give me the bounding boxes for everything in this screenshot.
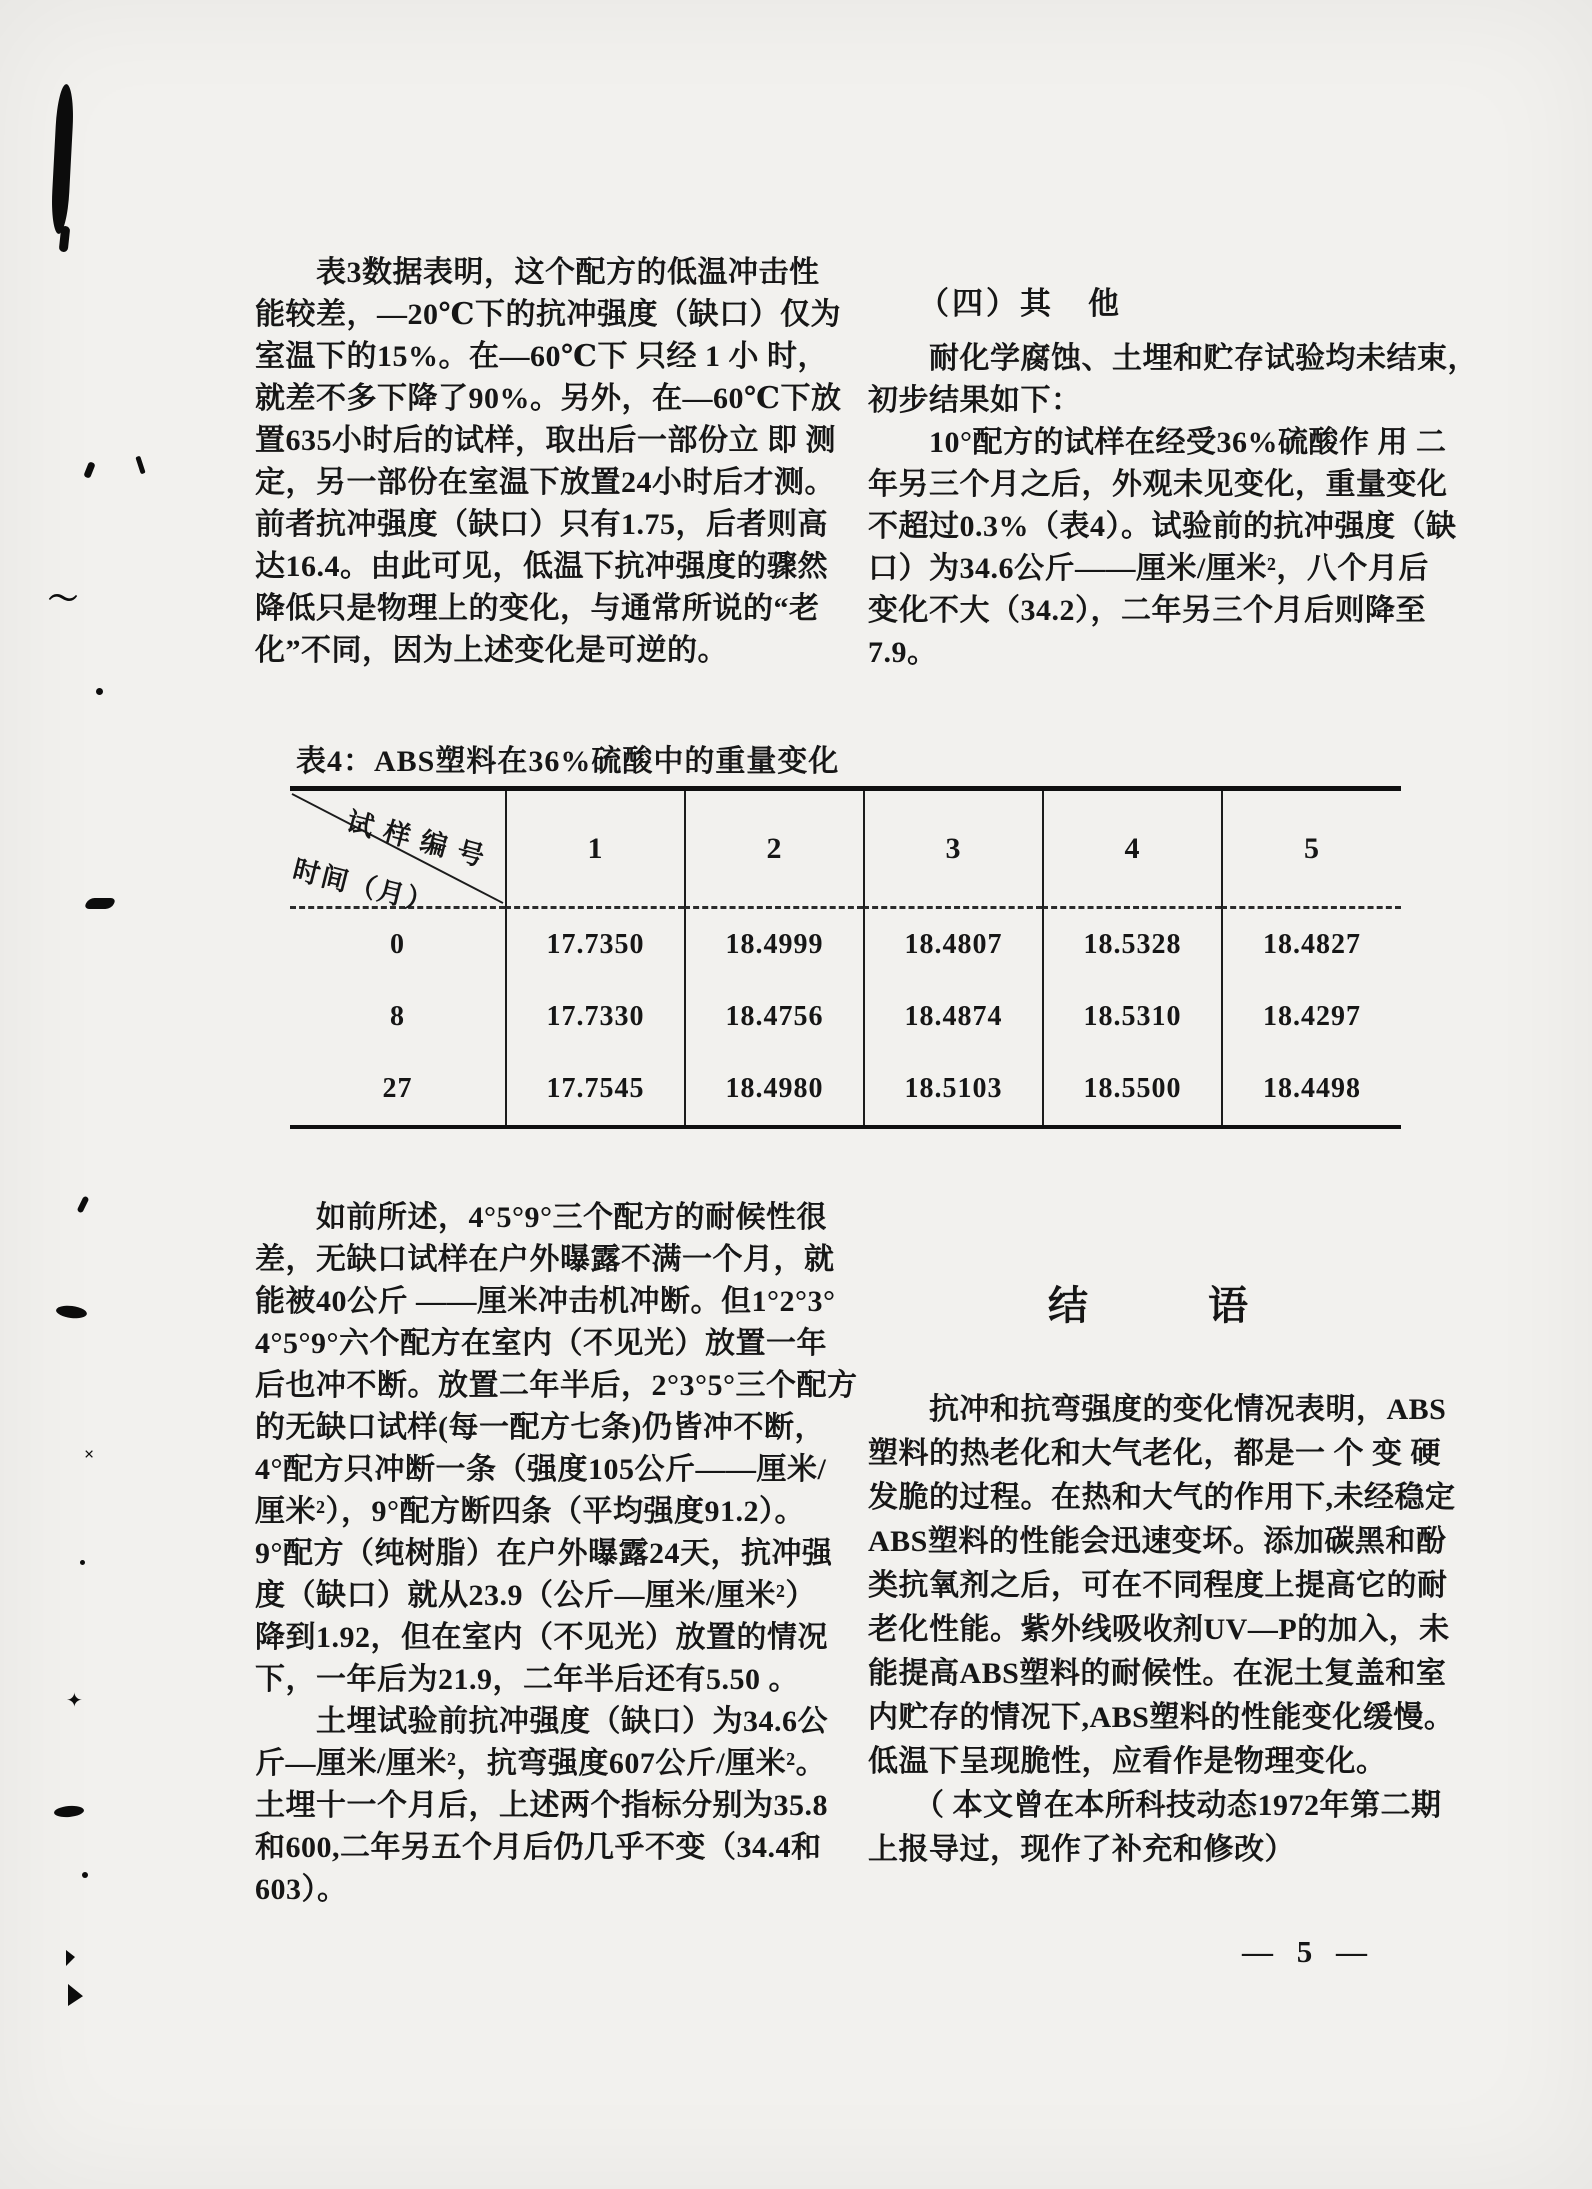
scan-artifact: 〜 — [48, 583, 78, 616]
text-line: 能被40公斤 ——厘米冲击机冲断。但1°2°3° — [255, 1285, 836, 1318]
scan-artifact — [68, 1984, 83, 2006]
table-column-header: 3 — [863, 791, 1042, 909]
paragraph-conclusion — [868, 1388, 1456, 1784]
page-number: — 5 — — [1242, 1934, 1375, 1969]
text-line: 603）。 — [255, 1873, 348, 1906]
text-line: 抗冲和抗弯强度的变化情况表明，ABS — [868, 1393, 1447, 1426]
table-cell-weight-value: 18.5328 — [1042, 909, 1221, 981]
table-cell-weight-value: 18.4498 — [1221, 1053, 1401, 1125]
text-line: 上报导过，现作了补充和修改） — [868, 1833, 1295, 1866]
table-column-header: 1 — [505, 791, 684, 909]
text-line: 化”不同，因为上述变化是可逆的。 — [255, 634, 728, 667]
text-line: 就差不多下降了90%。另外，在—60℃下放 — [255, 382, 842, 415]
text-line: 能较差，—20℃下的抗冲强度（缺口）仅为 — [255, 298, 841, 331]
text-line: 4°配方只冲断一条（强度105公斤——厘米/ — [255, 1453, 827, 1486]
table-cell-weight-value: 18.5500 — [1042, 1053, 1221, 1125]
text-line: 土埋十一个月后，上述两个指标分别为35.8 — [255, 1789, 828, 1822]
scan-artifact — [66, 1950, 75, 1966]
table-cell-weight-value: 18.4807 — [863, 909, 1042, 981]
scan-artifact — [135, 456, 145, 475]
text-line: 降低只是物理上的变化，与通常所说的“老 — [255, 592, 820, 625]
scan-artifact — [59, 226, 71, 253]
text-line: 定，另一部份在室温下放置24小时后才测。 — [255, 466, 835, 499]
table-cell-weight-value: 18.4874 — [863, 981, 1042, 1053]
table-cell-weight-value: 17.7545 — [505, 1053, 684, 1125]
text-line: 差，无缺口试样在户外曝露不满一个月，就 — [255, 1243, 835, 1276]
text-line: 塑料的热老化和大气老化，都是一 个 变 硬 — [868, 1437, 1441, 1470]
text-line: 口）为34.6公斤——厘米/厘米²，八个月后 — [868, 552, 1429, 585]
table-4-grid — [290, 791, 1401, 1125]
text-line: 老化性能。紫外线吸收剂UV—P的加入，未 — [868, 1613, 1450, 1646]
text-line: 前者抗冲强度（缺口）只有1.75，后者则高 — [255, 508, 828, 541]
conclusion-heading: 结 语 — [1048, 1283, 1248, 1328]
text-line: 低温下呈现脆性，应看作是物理变化。 — [868, 1745, 1387, 1778]
text-line: 斤—厘米/厘米²，抗弯强度607公斤/厘米²。 — [255, 1747, 827, 1780]
table-column-header: 4 — [1042, 791, 1221, 909]
text-line: 表3数据表明，这个配方的低温冲击性 — [255, 256, 820, 289]
text-line: 年另三个月之后，外观未见变化，重量变化 — [868, 468, 1448, 501]
text-line: 内贮存的情况下,ABS塑料的性能变化缓慢。 — [868, 1701, 1455, 1734]
table-cell-weight-value: 18.5310 — [1042, 981, 1221, 1053]
table-cell-weight-value: 17.7330 — [505, 981, 684, 1053]
text-line: 置635小时后的试样，取出后一部份立 即 测 — [255, 424, 836, 457]
table-cell-weight-value: 18.4756 — [684, 981, 863, 1053]
text-line: 初步结果如下： — [868, 384, 1082, 417]
text-line: 的无缺口试样(每一配方七条)仍皆冲不断， — [255, 1411, 825, 1444]
paragraph-low-temp-impact — [255, 252, 841, 672]
text-line: 10°配方的试样在经受36%硫酸作 用 二 — [868, 426, 1447, 459]
table-row-time-label: 0 — [390, 929, 405, 960]
text-line: 能提高ABS塑料的耐候性。在泥土复盖和室 — [868, 1657, 1447, 1690]
paragraph-footnote — [868, 1784, 1442, 1872]
text-line: 降到1.92，但在室内（不见光）放置的情况 — [255, 1621, 828, 1654]
scan-artifact — [77, 1196, 90, 1214]
paragraph-soil-burial-test — [255, 1701, 828, 1911]
paragraph-chemical-resistance — [868, 338, 1478, 674]
text-line: ABS塑料的性能会迅速变坏。添加碳黑和酚 — [868, 1525, 1447, 1558]
text-line: 后也冲不断。放置二年半后，2°3°5°三个配方 — [255, 1369, 858, 1402]
scan-artifact — [96, 688, 103, 695]
text-line: 室温下的15%。在—60℃下 只经 1 小 时， — [255, 340, 828, 373]
scan-artifact — [54, 1805, 85, 1819]
table-cell-weight-value: 18.4827 — [1221, 909, 1401, 981]
text-line: （ 本文曾在本所科技动态1972年第二期 — [868, 1789, 1442, 1822]
table-cell-weight-value: 18.5103 — [863, 1053, 1042, 1125]
text-line: 耐化学腐蚀、土埋和贮存试验均未结束， — [868, 342, 1478, 375]
text-line: 下，一年后为21.9，二年半后还有5.50 。 — [255, 1663, 799, 1696]
table-cell-weight-value: 18.4297 — [1221, 981, 1401, 1053]
scan-artifact — [55, 1304, 87, 1320]
table-column-header: 2 — [684, 791, 863, 909]
text-line: 达16.4。由此可见，低温下抗冲强度的骤然 — [255, 550, 828, 583]
table-corner-cell — [289, 791, 505, 919]
corner-label-time-months: 时间（月） — [289, 854, 438, 919]
table-cell-weight-value: 18.4980 — [684, 1053, 863, 1125]
table-column-header: 5 — [1221, 791, 1401, 909]
table-cell-weight-value: 18.4999 — [684, 909, 863, 981]
scan-artifact — [82, 1872, 88, 1878]
table-row-time-label: 27 — [382, 1073, 413, 1104]
text-line: 变化不大（34.2），二年另三个月后则降至 — [868, 594, 1426, 627]
section-heading-four-others: （四）其 他 — [918, 286, 1122, 321]
text-line: 发脆的过程。在热和大气的作用下,未经稳定 — [868, 1481, 1456, 1514]
text-line: 不超过0.3%（表4）。试验前的抗冲强度（缺 — [868, 510, 1457, 543]
text-line: 9°配方（纯树脂）在户外曝露24天，抗冲强 — [255, 1537, 833, 1570]
text-line: 类抗氧剂之后，可在不同程度上提高它的耐 — [868, 1569, 1448, 1602]
scan-artifact — [80, 1560, 85, 1565]
table-4-title: 表4：ABS塑料在36%硫酸中的重量变化 — [296, 745, 840, 778]
text-line: 土埋试验前抗冲强度（缺口）为34.6公 — [255, 1705, 828, 1738]
text-line: 度（缺口）就从23.9（公斤—厘米/厘米²） — [255, 1579, 816, 1612]
scan-artifact — [83, 898, 116, 909]
table-row-time-label: 8 — [390, 1001, 405, 1032]
scan-artifact: × — [84, 1444, 95, 1464]
text-line: 厘米²），9°配方断四条（平均强度91.2）。 — [255, 1495, 805, 1528]
text-line: 4°5°9°六个配方在室内（不见光）放置一年 — [255, 1327, 827, 1360]
corner-label-specimen-no: 试样编号 — [343, 806, 499, 875]
text-line: 如前所述，4°5°9°三个配方的耐候性很 — [255, 1201, 827, 1234]
text-line: 7.9。 — [868, 636, 938, 669]
scan-artifact — [50, 84, 75, 235]
scan-artifact — [83, 461, 95, 478]
scan-artifact: ✦ — [66, 1690, 83, 1712]
table-4 — [290, 786, 1401, 1129]
paragraph-weathering-results — [255, 1197, 858, 1701]
text-line: 和600,二年另五个月后仍几乎不变（34.4和 — [255, 1831, 822, 1864]
table-cell-weight-value: 17.7350 — [505, 909, 684, 981]
